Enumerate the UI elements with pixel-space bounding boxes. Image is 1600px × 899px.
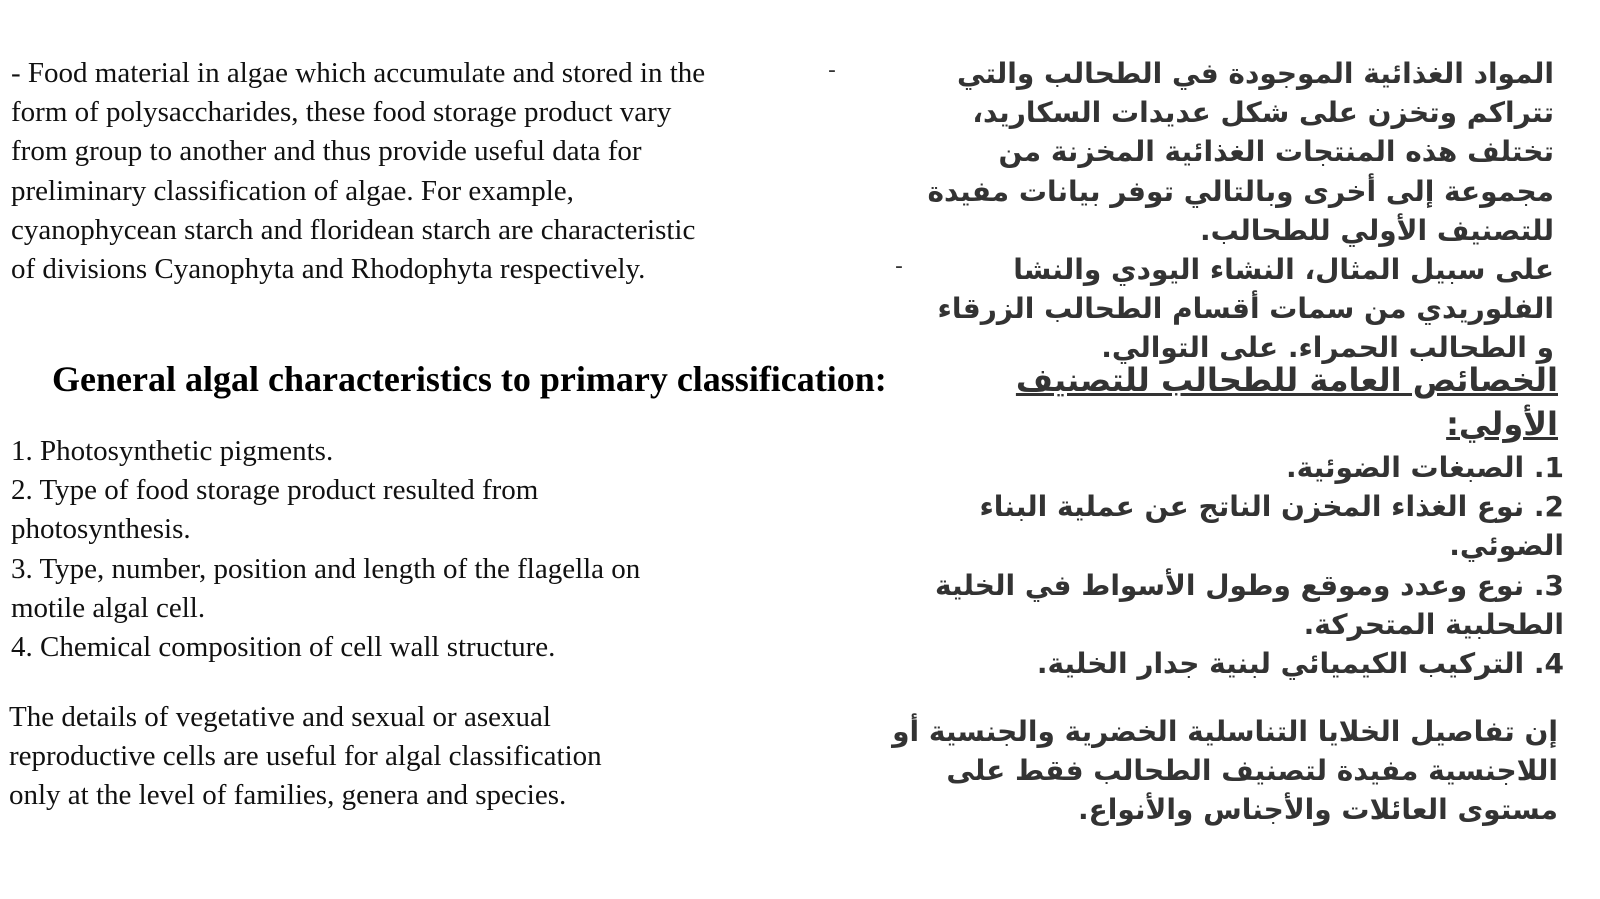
arabic-paragraph-food-storage (814, 54, 1554, 368)
english-paragraph-food-storage (11, 54, 705, 289)
text-line: للتصنيف الأولي للطحالب. (1199, 213, 1554, 247)
text-line: إن تفاصيل الخلايا التناسلية الخضرية والجنسية أو (892, 715, 1558, 748)
heading-line: الخصائص العامة للطحالب للتصنيف (1015, 361, 1558, 399)
text-line: from group to another and thus provide useful data for (11, 135, 642, 168)
list-item: 2. نوع الغذاء المخزن الناتج عن عملية البناء (979, 490, 1564, 524)
arabic-heading (858, 358, 1558, 446)
arabic-paragraph-reproductive-cells (778, 712, 1558, 830)
text-line: المواد الغذائية الموجودة في الطحالب والتي (957, 57, 1554, 90)
text-line: مستوى العائلات والأجناس والأنواع. (1078, 793, 1558, 827)
list-item: الطحلبية المتحركة. (1303, 607, 1564, 641)
list-item: photosynthesis. (11, 513, 191, 546)
english-paragraph-reproductive-cells (9, 698, 602, 816)
text-line: cyanophycean starch and floridean starch are characteristic (11, 213, 696, 246)
bullet-mark: - (828, 58, 836, 83)
list-item: 4. Chemical composition of cell wall structure. (11, 631, 556, 664)
text-line: The details of vegetative and sexual or asexual (9, 701, 551, 733)
list-item: 1. الصبغات الضوئية. (1285, 451, 1564, 484)
list-item: 2. Type of food storage product resulted from (11, 474, 539, 507)
text-line: preliminary classification of algae. For example, (11, 174, 574, 207)
text-line: على سبيل المثال، النشاء اليودي والنشا (1013, 253, 1554, 287)
text-line: و الطحالب الحمراء. على التوالي. (1101, 331, 1554, 365)
list-item: الضوئي. (1449, 529, 1564, 563)
text-line: الفلوريدي من سمات أقسام الطحالب الزرقاء (937, 292, 1554, 326)
bullet-mark: - (895, 254, 903, 279)
list-item: 3. نوع وعدد وموقع وطول الأسواط في الخلية (934, 568, 1564, 602)
english-heading: General algal characteristics to primary classification: (52, 359, 887, 399)
text-line: form of polysaccharides, these food storage product vary (11, 96, 672, 129)
english-characteristics-list (11, 432, 640, 667)
list-item: motile algal cell. (11, 591, 206, 624)
list-item: 4. التركيب الكيميائي لبنية جدار الخلية. (1036, 647, 1564, 681)
list-item: 3. Type, number, position and length of the flagella on (11, 552, 641, 585)
list-item: 1. Photosynthetic pigments. (11, 435, 334, 467)
text-line: of divisions Cyanophyta and Rhodophyta respectively. (11, 253, 646, 286)
arabic-characteristics-list (804, 448, 1564, 683)
text-line: مجموعة إلى أخرى وبالتالي توفر بيانات مفيدة (927, 174, 1554, 208)
heading-line: الأولي: (1446, 405, 1558, 443)
text-line: reproductive cells are useful for algal classification (9, 740, 602, 773)
text-line: تختلف هذه المنتجات الغذائية المخزنة من (998, 135, 1554, 169)
text-line: - Food material in algae which accumulate and stored in the (11, 57, 706, 89)
text-line: only at the level of families, genera and species. (9, 779, 567, 812)
text-line: تتراكم وتخزن على شكل عديدات السكاريد، (972, 96, 1554, 130)
text-line: اللاجنسية مفيدة لتصنيف الطحالب فقط على (946, 754, 1558, 788)
